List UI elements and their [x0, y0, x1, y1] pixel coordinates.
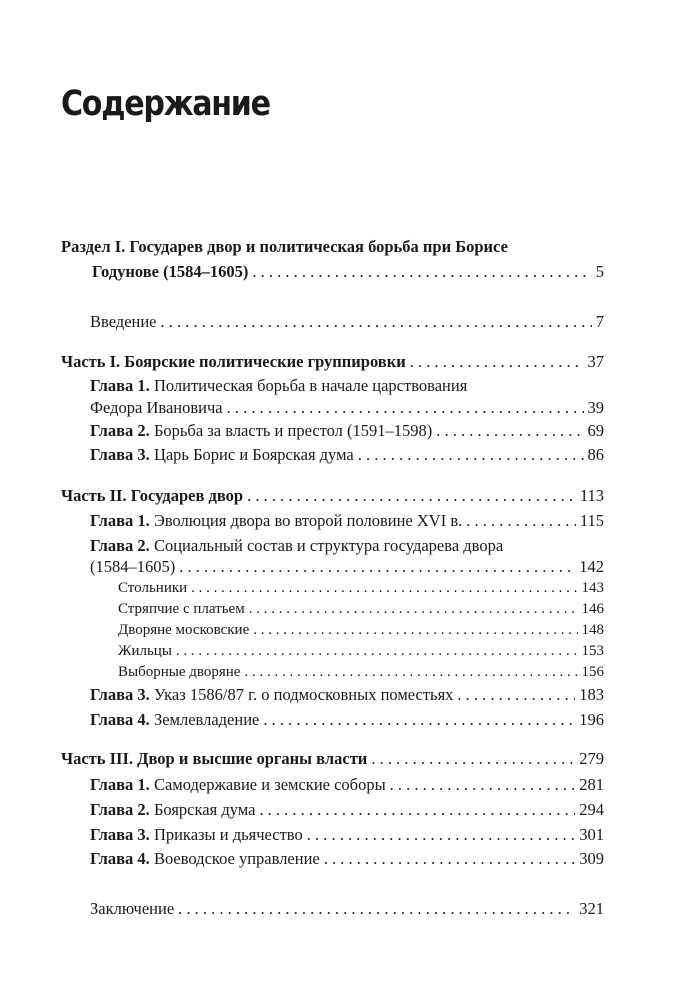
dot-leader [249, 620, 577, 640]
toc-entry-text: Заключение [90, 899, 175, 918]
dot-leader [259, 710, 575, 730]
page-number: 37 [587, 352, 604, 371]
dot-leader [453, 685, 575, 705]
toc-entry [61, 749, 604, 769]
toc-entry-label: Глава 2. [90, 536, 150, 555]
dot-leader [172, 641, 578, 661]
page-number: 321 [579, 899, 604, 918]
page-number: 153 [581, 643, 604, 659]
page-number: 7 [595, 312, 604, 331]
page-number: 5 [595, 262, 604, 281]
dot-leader [175, 557, 575, 577]
toc-entry-text: Борьба за власть и престол (1591–1598) [149, 421, 433, 440]
toc-entry-title [118, 599, 245, 619]
toc-entry-title [92, 262, 248, 282]
page-number: 142 [579, 557, 604, 576]
toc-entry [118, 662, 604, 682]
page-number: 69 [587, 421, 604, 440]
dot-leader [354, 445, 584, 465]
toc-entry-title [118, 578, 187, 598]
toc-entry-title [90, 398, 223, 418]
toc-entry-label: Глава 1. [90, 376, 150, 395]
toc-entry-text: (1584–1605) [90, 557, 176, 576]
toc-entry-text: Федора Ивановича [90, 398, 223, 417]
toc-entry [90, 557, 604, 577]
toc-entry-label: Годунове (1584–1605) [92, 262, 249, 281]
toc-entry-text: Боярская дума [149, 800, 256, 819]
dot-leader [223, 398, 584, 418]
dot-leader [406, 352, 584, 372]
toc-entry [90, 312, 604, 332]
toc-entry-text: Социальный состав и структура государева двора [149, 536, 504, 555]
toc-entry [90, 445, 604, 465]
toc-entry-label: Часть II. Государев двор [61, 486, 244, 505]
toc-entry-label: Глава 1. [90, 775, 150, 794]
toc-entry-text: Самодержавие и земские соборы [149, 775, 386, 794]
dot-leader [367, 749, 575, 769]
dot-leader [157, 312, 592, 332]
toc-entry-text: Указ 1586/87 г. о подмосковных поместьях [149, 685, 454, 704]
toc-entry [61, 486, 604, 506]
toc-entry-title [61, 749, 367, 769]
page-number: 196 [579, 710, 604, 729]
toc-entry-label: Глава 3. [90, 445, 150, 464]
dot-leader [240, 662, 577, 682]
toc-entry-text: Стряпчие с платьем [118, 601, 245, 617]
toc-entry-title [90, 685, 453, 705]
toc-entry [90, 800, 604, 820]
toc-entry-text: Жильцы [118, 643, 172, 659]
toc-entry-label: Глава 1. [90, 511, 150, 530]
dot-leader [174, 899, 575, 919]
page-number: 143 [581, 580, 604, 596]
toc-entry-text: Землевладение [149, 710, 260, 729]
toc-entry [61, 237, 604, 257]
toc-entry-title [90, 376, 467, 396]
page-number: 86 [587, 445, 604, 464]
toc-entry-title [90, 536, 503, 556]
toc-entry-title [90, 775, 386, 795]
toc-entry [61, 352, 604, 372]
toc-entry-text: Политическая борьба в начале царствования [149, 376, 468, 395]
toc-entry-label: Глава 4. [90, 710, 150, 729]
toc-entry-title [90, 899, 174, 919]
page-number: 309 [579, 849, 604, 868]
dot-leader [243, 486, 576, 506]
toc-entry-text: Стольники [118, 580, 188, 596]
dot-leader [187, 578, 577, 598]
toc-entry-text: Эволюция двора во второй половине XVI в. [149, 511, 463, 530]
dot-leader [320, 849, 576, 869]
toc-entry-label: Глава 2. [90, 421, 150, 440]
toc-entry-label: Часть I. Боярские политические группировки [61, 352, 406, 371]
toc-entry [90, 398, 604, 418]
toc-entry-label: Часть III. Двор и высшие органы власти [61, 749, 368, 768]
dot-leader [248, 262, 591, 282]
toc-entry-title [90, 557, 175, 577]
page-number: 115 [579, 511, 604, 530]
toc-entry [90, 849, 604, 869]
dot-leader [386, 775, 576, 795]
page-number: 301 [579, 825, 604, 844]
toc-entry-text: Царь Борис и Боярская дума [149, 445, 354, 464]
toc-entry-title [90, 445, 354, 465]
dot-leader [245, 599, 578, 619]
page-number: 148 [581, 622, 604, 638]
toc-entry-title [118, 662, 240, 682]
toc-entry [118, 620, 604, 640]
toc-entry-label: Глава 4. [90, 849, 150, 868]
toc-entry [118, 578, 604, 598]
toc-entry-label: Глава 3. [90, 685, 150, 704]
toc-entry [90, 376, 604, 396]
dot-leader [255, 800, 575, 820]
toc-entry-title [90, 710, 259, 730]
toc-entry-text: Приказы и дьячество [149, 825, 303, 844]
toc-entry-title [90, 800, 255, 820]
page-number: 113 [579, 486, 604, 505]
toc-entry-title [90, 849, 320, 869]
toc-entry-label: Раздел I. Государев двор и политическая борьба при Борисе [61, 237, 508, 256]
page-number: 156 [581, 664, 604, 680]
toc-entry [90, 685, 604, 705]
toc-entry [118, 599, 604, 619]
toc-entry-text: Дворяне московские [118, 622, 250, 638]
toc-entry-title [61, 486, 243, 506]
page-number: 146 [581, 601, 604, 617]
toc-entry [90, 421, 604, 441]
dot-leader [462, 511, 576, 531]
page-number: 279 [579, 749, 604, 768]
toc-entry [118, 641, 604, 661]
toc-entry-title [61, 352, 406, 372]
page-number: 294 [579, 800, 604, 819]
toc-entry-text: Выборные дворяне [118, 664, 241, 680]
toc-entry [92, 262, 604, 282]
toc-entry-label: Глава 2. [90, 800, 150, 819]
toc-entry-title [118, 620, 249, 640]
toc-entry [90, 775, 604, 795]
toc-entry [90, 899, 604, 919]
toc-entry-title [90, 825, 303, 845]
page-title: Содержание [61, 84, 270, 124]
toc-entry-title [90, 511, 462, 531]
toc-entry-title [90, 312, 157, 332]
toc-entry [90, 825, 604, 845]
toc-entry-text: Введение [90, 312, 157, 331]
toc-entry-label: Глава 3. [90, 825, 150, 844]
toc-entry-title [90, 421, 432, 441]
toc-entry [90, 710, 604, 730]
dot-leader [432, 421, 583, 441]
page-number: 183 [579, 685, 604, 704]
toc-entry-text: Воеводское управление [149, 849, 320, 868]
toc-entry-title [118, 641, 172, 661]
toc-entry-title [61, 237, 508, 257]
toc-entry [90, 511, 604, 531]
dot-leader [303, 825, 576, 845]
page-number: 281 [579, 775, 604, 794]
page-number: 39 [587, 398, 604, 417]
toc-entry [90, 536, 604, 556]
